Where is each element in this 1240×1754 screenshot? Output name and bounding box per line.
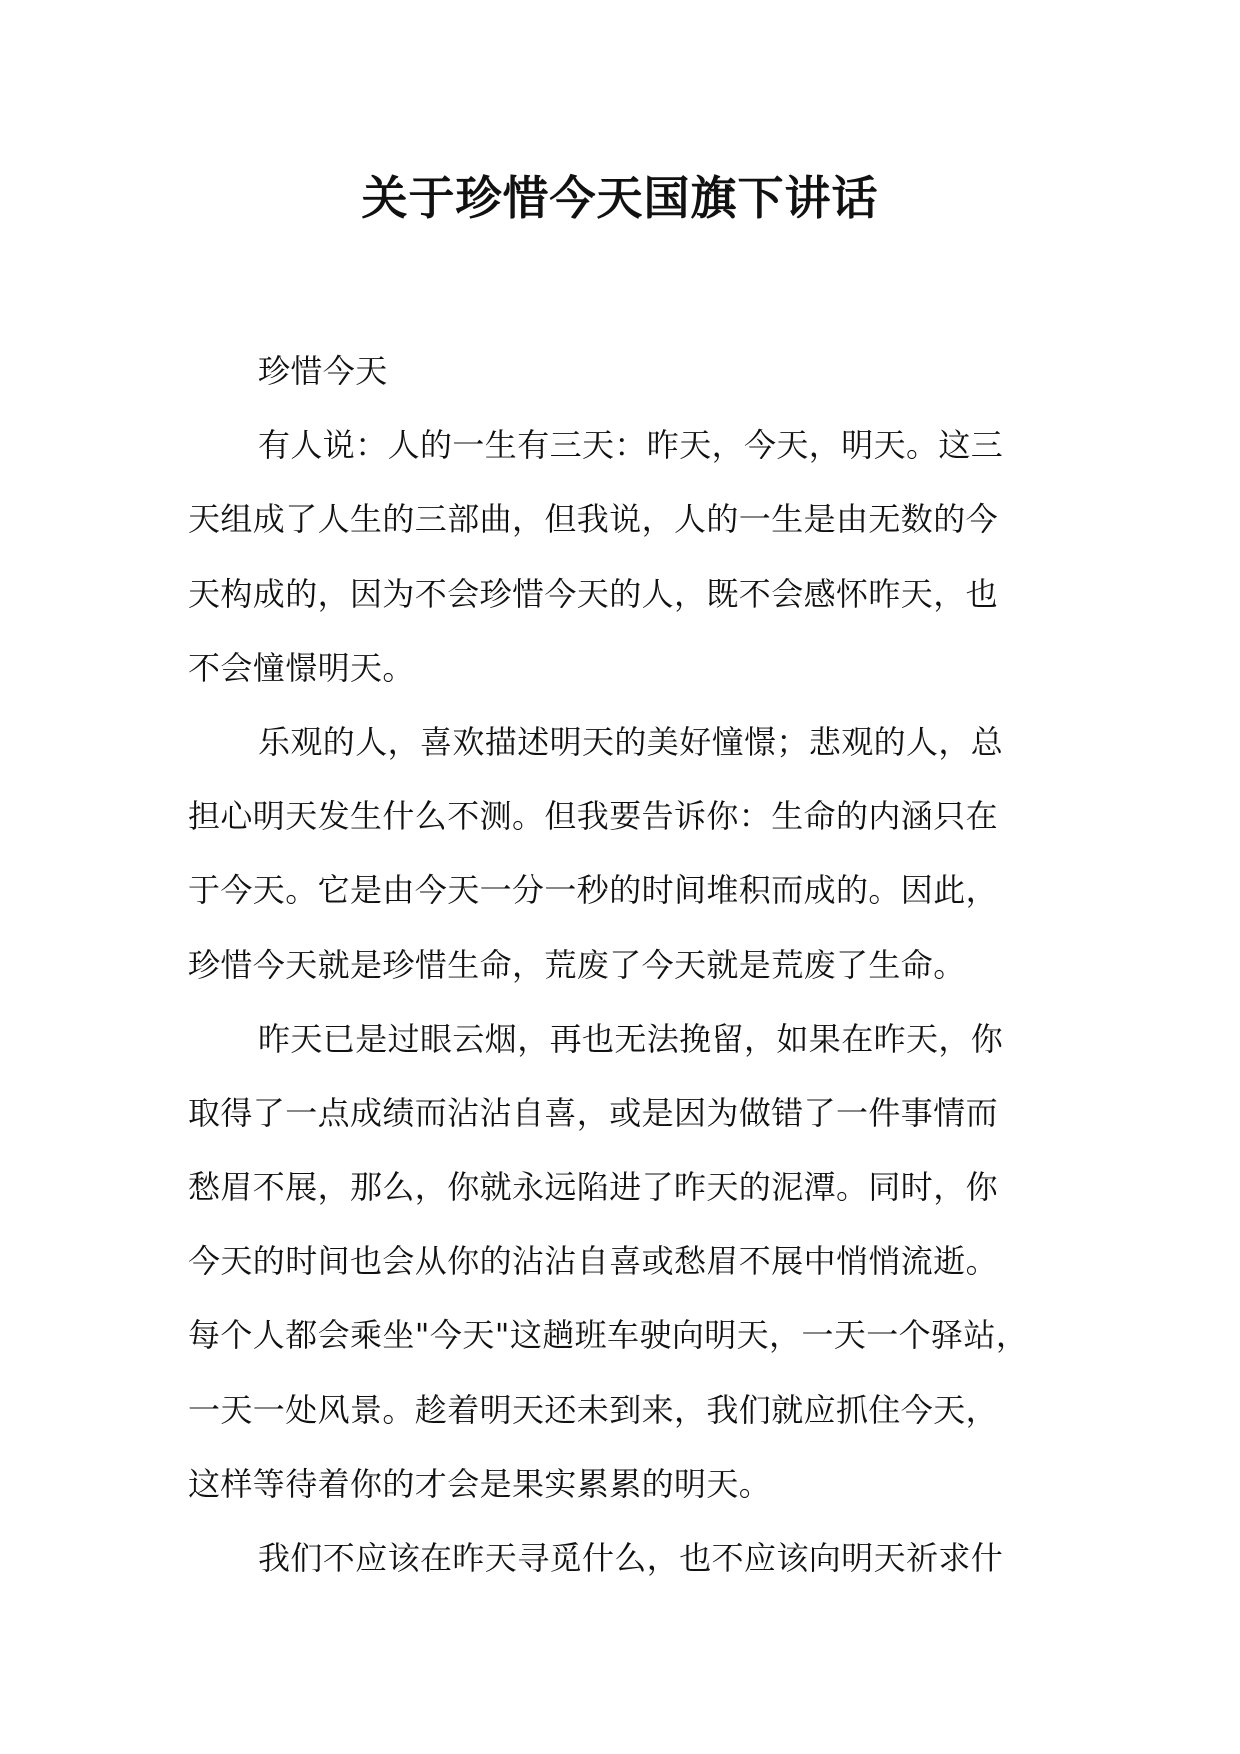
body-line: 珍惜今天就是珍惜生命，荒废了今天就是荒废了生命。 [188,945,966,984]
body-line: 珍惜今天 [258,352,388,390]
body-line: 有人说：人的一生有三天：昨天，今天，明天。这三 [258,426,1004,465]
body-line: 于今天。它是由今天一分一秒的时间堆积而成的。因此， [188,871,999,910]
document-title: 关于珍惜今天国旗下讲话 [361,171,879,225]
body-line: 这样等待着你的才会是果实累累的明天。 [188,1464,772,1503]
body-line: 今天的时间也会从你的沾沾自喜或愁眉不展中悄悄流逝。 [188,1242,999,1281]
body-line: 我们不应该在昨天寻觅什么，也不应该向明天祈求什 [258,1539,1004,1577]
document-body [188,334,1068,1595]
body-line: 天组成了人生的三部曲，但我说，人的一生是由无数的今 [188,500,999,539]
body-line: 乐观的人，喜欢描述明天的美好憧憬；悲观的人，总 [258,722,1004,761]
body-line: 愁眉不展，那么，你就永远陷进了昨天的泥潭。同时，你 [188,1168,999,1207]
body-line: 每个人都会乘坐"今天"这趟班车驶向明天，一天一个驿站， [188,1316,1029,1355]
body-line: 昨天已是过眼云烟，再也无法挽留，如果在昨天，你 [258,1019,1004,1058]
body-line: 天构成的，因为不会珍惜今天的人，既不会感怀昨天，也 [188,574,999,613]
body-line: 取得了一点成绩而沾沾自喜，或是因为做错了一件事情而 [188,1093,999,1132]
body-line: 担心明天发生什么不测。但我要告诉你：生命的内涵只在 [188,797,999,836]
body-line: 一天一处风景。趁着明天还未到来，我们就应抓住今天， [188,1390,999,1429]
body-line: 不会憧憬明天。 [188,648,415,687]
